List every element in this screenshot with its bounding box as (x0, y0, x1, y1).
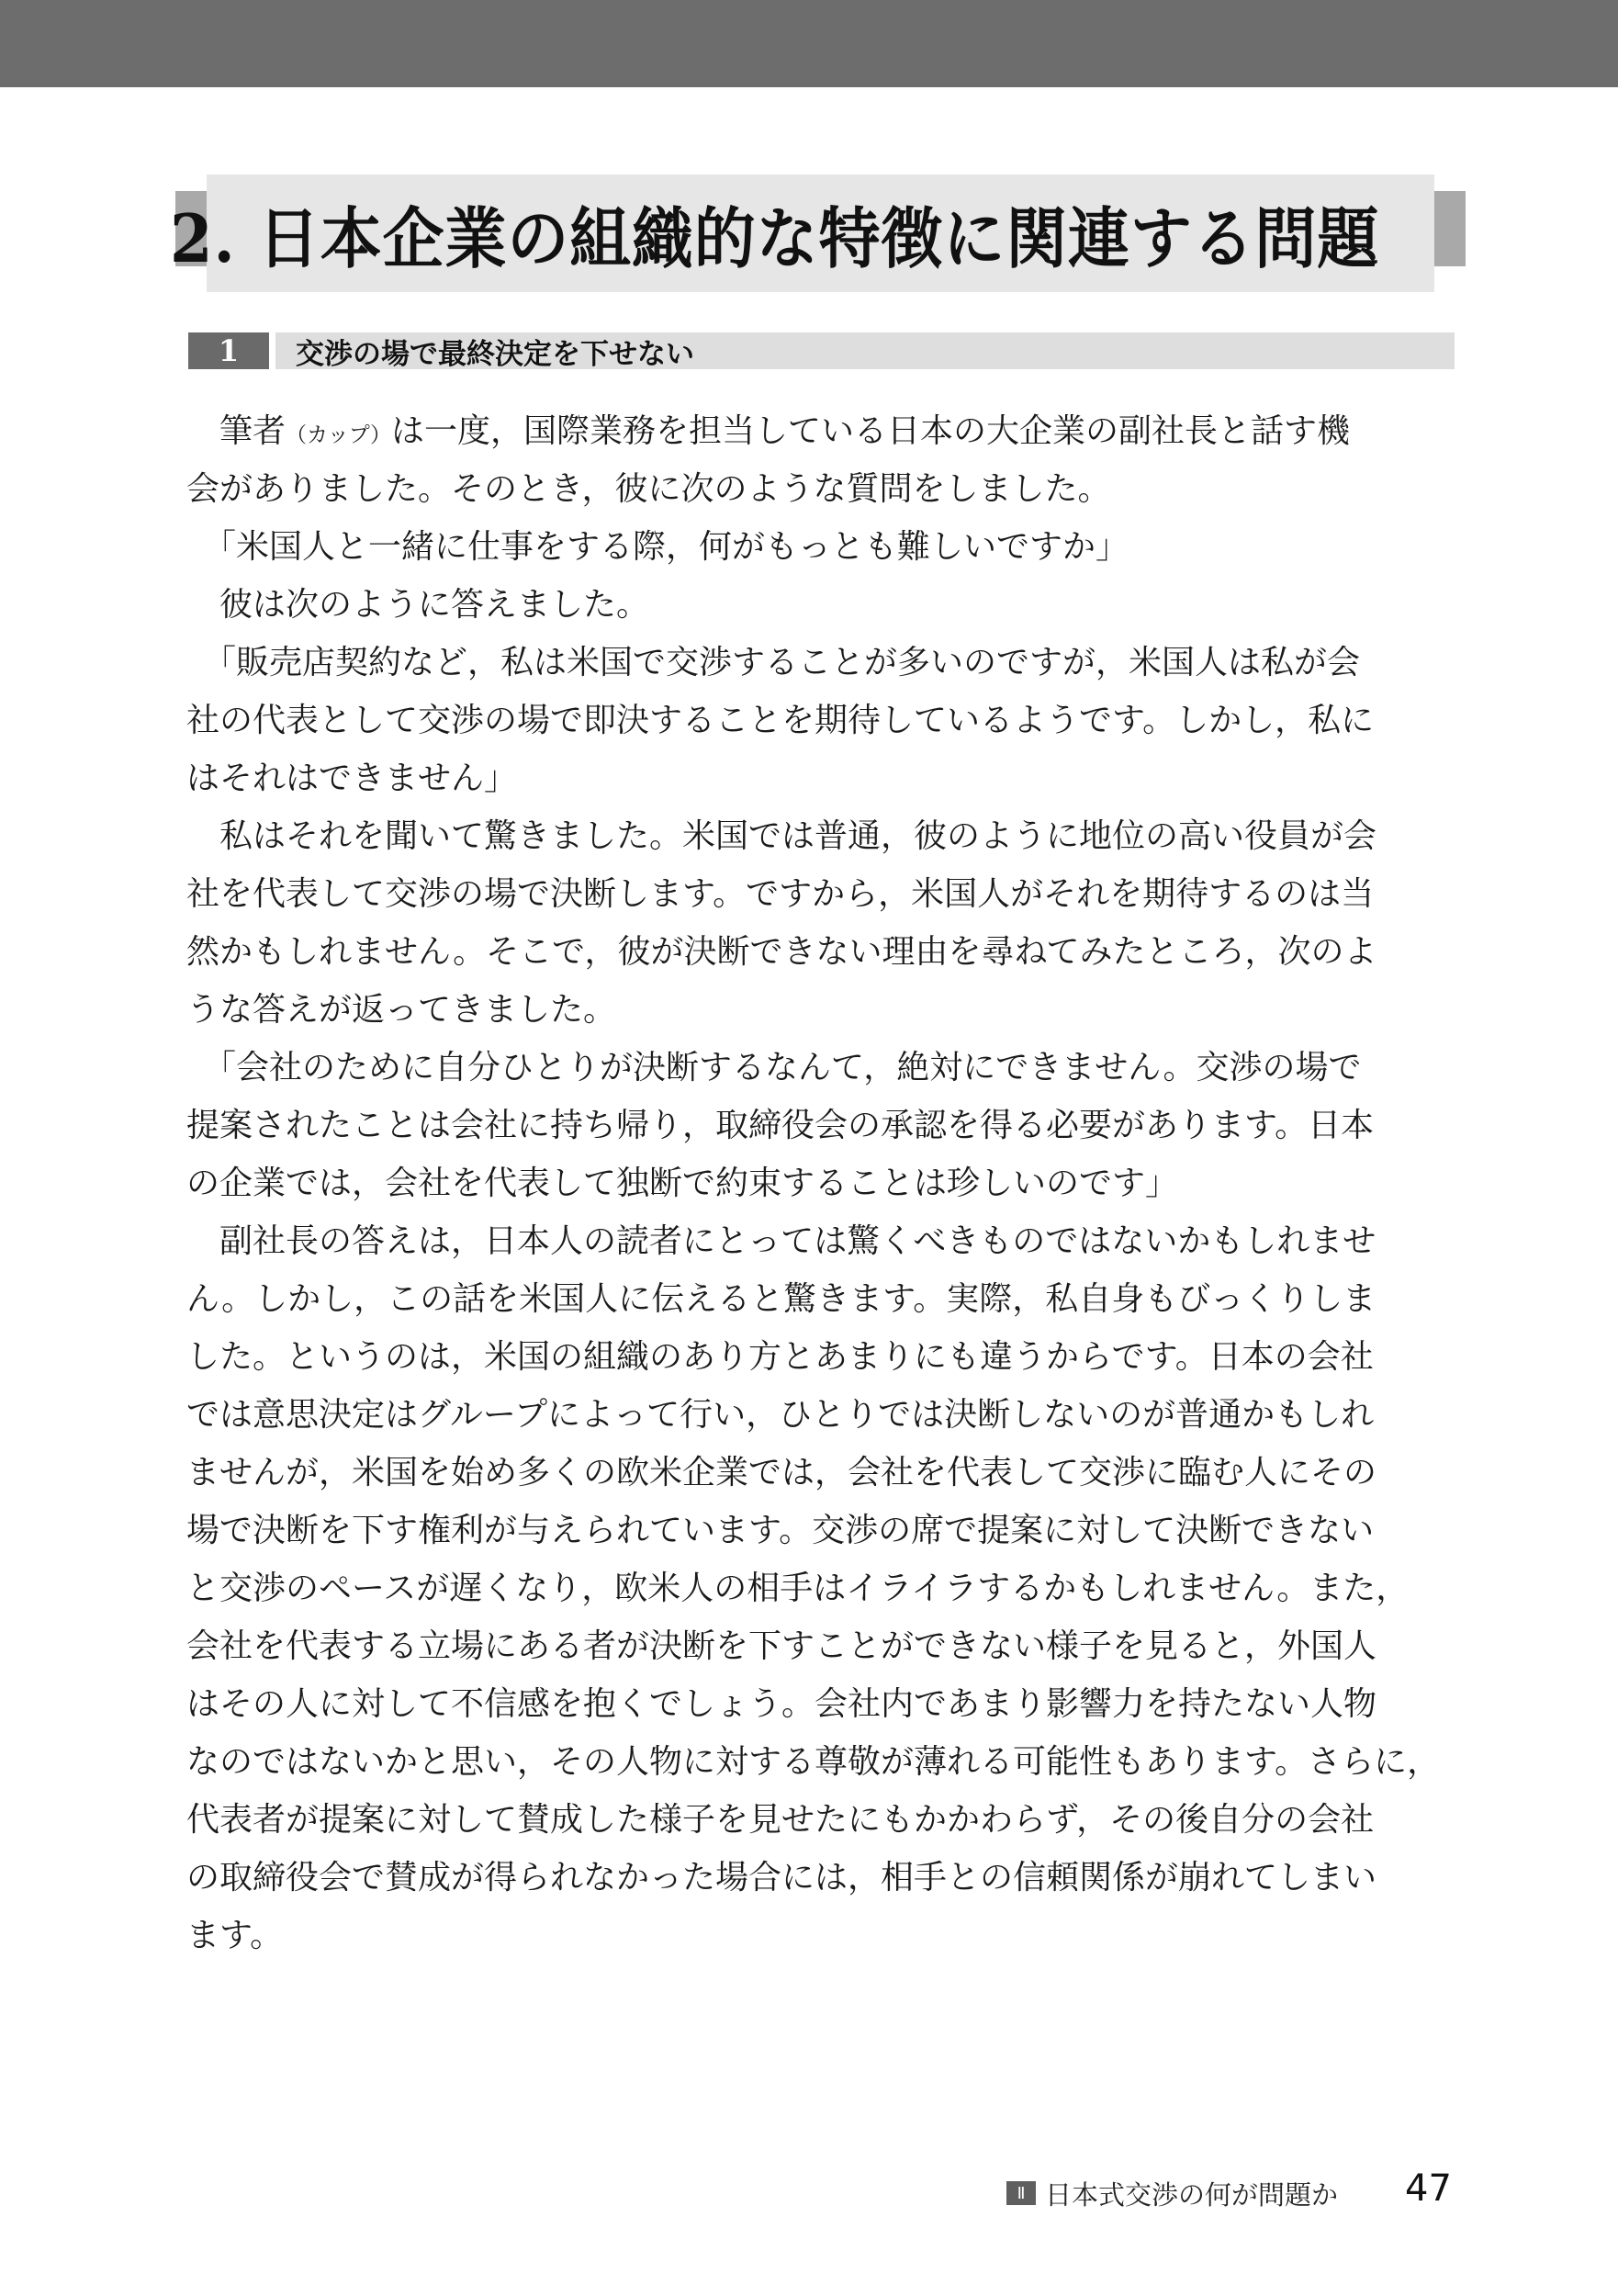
body-line: うな答えが返ってきました。 (186, 991, 617, 1029)
section-heading: 交渉の場で最終決定を下せない (296, 337, 694, 371)
body-line: はそれはできません」 (186, 760, 518, 797)
body-line: 「販売店契約など，私は米国で交渉することが多いのですが，米国人は私が会 (186, 644, 1361, 681)
section-number-badge: 1 (188, 332, 269, 369)
body-line: 社の代表として交渉の場で即決することを期待しているようです。しかし，私に (186, 702, 1375, 739)
title-right-cap (1434, 191, 1466, 266)
body-line: 私はそれを聞いて驚きました。米国では普通，彼のように地位の高い役員が会 (186, 817, 1377, 855)
body-line: はその人に対して不信感を抱くでしょう。会社内であまり影響力を持たない人物 (186, 1685, 1377, 1723)
author-note: （カップ） (286, 423, 392, 447)
chapter-badge: Ⅱ (1006, 2181, 1036, 2205)
body-line (186, 402, 1458, 460)
body-line: 代表者が提案に対して賛成した様子を見せたにもかかわらず，その後自分の会社 (186, 1801, 1375, 1839)
body-line: ませんが，米国を始め多くの欧米企業では，会社を代表して交渉に臨む人にその (186, 1454, 1377, 1491)
section-heading-bar (275, 332, 1455, 369)
body-line: なのではないかと思い，その人物に対する尊敬が薄れる可能性もあります。さらに， (186, 1743, 1441, 1781)
body-line: の企業では，会社を代表して独断で約束することは珍しいのです」 (186, 1165, 1179, 1202)
chapter-heading: 2. 日本企業の組織的な特徴に関連する問題 (169, 199, 1380, 277)
body-line: と交渉のペースが遅くなり，欧米人の相手はイライラするかもしれません。また， (186, 1570, 1410, 1607)
body-line: した。というのは，米国の組織のあり方とあまりにも違うからです。日本の会社 (186, 1338, 1374, 1376)
running-footer (1006, 2175, 1338, 2212)
body-line: 副社長の答えは，日本人の読者にとっては驚くべきものではないかもしれませ (186, 1222, 1376, 1260)
page-number: 47 (1405, 2167, 1452, 2210)
chapter-running-title: 日本式交渉の何が問題か (1045, 2178, 1339, 2211)
body-line: 然かもしれません。そこで，彼が決断できない理由を尋ねてみたところ，次のよ (186, 933, 1377, 971)
body-line: ます。 (186, 1917, 284, 1954)
page-header-band (0, 0, 1618, 87)
body-line: では意思決定はグループによって行い，ひとりでは決断しないのが普通かもしれ (186, 1396, 1375, 1434)
body-line-end: は一度，国際業務を担当している日本の大企業の副社長と話す機 (391, 412, 1351, 450)
body-line: 彼は次のように答えました。 (186, 586, 650, 624)
body-line: 「米国人と一緒に仕事をする際，何がもっとも難しいですか」 (186, 528, 1129, 566)
body-line: 場で決断を下す権利が与えられています。交渉の席で提案に対して決断できない (186, 1512, 1375, 1549)
body-line: 会がありました。そのとき，彼に次のような質問をしました。 (186, 470, 1111, 508)
body-line: 提案されたことは会社に持ち帰り，取締役会の承認を得る必要があります。日本 (186, 1107, 1375, 1144)
body-line: ん。しかし，この話を米国人に伝えると驚きます。実際，私自身もびっくりしま (186, 1280, 1376, 1318)
body-line: 社を代表して交渉の場で決断します。ですから，米国人がそれを期待するのは当 (186, 875, 1375, 913)
body-text (186, 402, 1458, 1964)
body-line: 会社を代表する立場にある者が決断を下すことができない様子を見ると，外国人 (186, 1627, 1377, 1665)
chapter-heading-box (169, 174, 1434, 292)
body-line: の取締役会で賛成が得られなかった場合には，相手との信頼関係が崩れてしまい (186, 1859, 1377, 1896)
body-line-start: 筆者 (186, 412, 287, 450)
body-line: 「会社のために自分ひとりが決断するなんて，絶対にできません。交渉の場で (186, 1049, 1362, 1086)
